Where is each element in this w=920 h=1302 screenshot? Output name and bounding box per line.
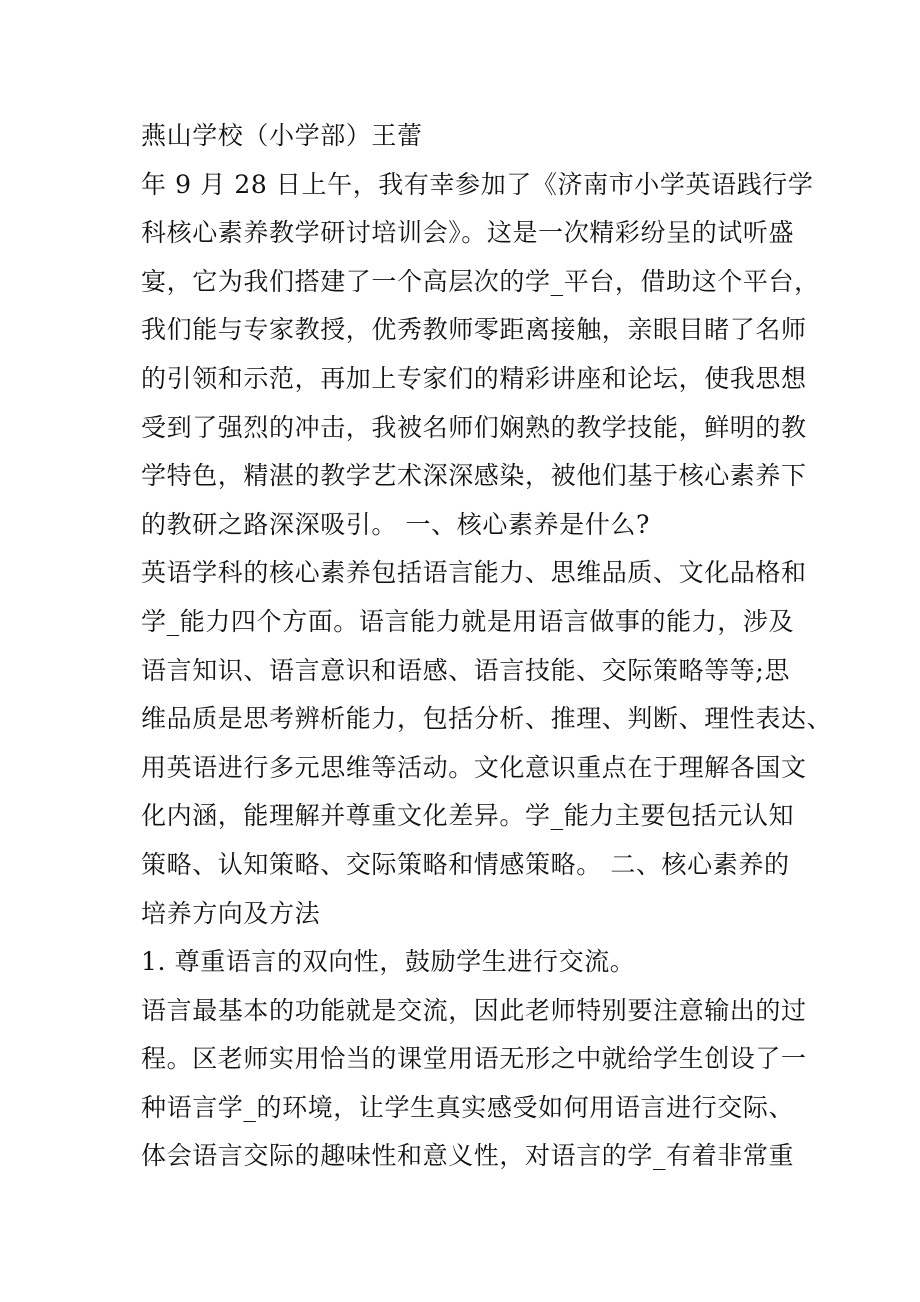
text-line: 1. 尊重语言的双向性，鼓励学生进行交流。 [141, 947, 636, 977]
text-line: 培养方向及方法 [141, 898, 321, 928]
text-line: 科核心素养教学研讨培训会》。这是一次精彩纷呈的试听盛 [141, 218, 795, 248]
author-line: 燕山学校（小学部）王蕾 [141, 121, 423, 150]
text-line: 的教研之路深深吸引。 一、核心素养是什么? [141, 509, 650, 539]
text-line: 用英语进行多元思维等活动。文化意识重点在于理解各国文 [141, 752, 807, 782]
text-line: 受到了强烈的冲击，我被名师们娴熟的教学技能，鲜明的教 [141, 412, 807, 442]
text-line: 英语学科的核心素养包括语言能力、思维品质、文化品格和 [141, 558, 807, 588]
text-line: 策略、认知策略、交际策略和情感策略。 二、核心素养的 [141, 849, 790, 879]
text-line: 维品质是思考辨析能力，包括分析、推理、判断、理性表达、 [141, 704, 833, 734]
text-line: 程。区老师实用恰当的课堂用语无形之中就给学生创设了一 [141, 1044, 807, 1074]
text-line: 学_能力四个方面。语言能力就是用语言做事的能力，涉及 [141, 606, 795, 636]
text-line: 种语言学_的环境，让学生真实感受如何用语言进行交际、 [141, 1092, 795, 1122]
text-line: 语言最基本的功能就是交流，因此老师特别要注意输出的过 [141, 995, 807, 1025]
text-line: 体会语言交际的趣味性和意义性，对语言的学_有着非常重 [141, 1141, 795, 1171]
text-line: 宴，它为我们搭建了一个高层次的学_平台，借助这个平台， [141, 266, 820, 296]
text-line: 的引领和示范，再加上专家们的精彩讲座和论坛，使我思想 [141, 363, 807, 393]
text-line: 语言知识、语言意识和语感、语言技能、交际策略等等;思 [141, 655, 791, 685]
text-line: 我们能与专家教授，优秀教师零距离接触，亲眼目睹了名师 [141, 315, 807, 345]
text-line: 学特色，精湛的教学艺术深深感染，被他们基于核心素养下 [141, 461, 807, 491]
text-line: 化内涵，能理解并尊重文化差异。学_能力主要包括元认知 [141, 801, 795, 831]
document-body [141, 112, 833, 1181]
text-line: 年 9 月 28 日上午，我有幸参加了《济南市小学英语践行学 [141, 169, 814, 199]
